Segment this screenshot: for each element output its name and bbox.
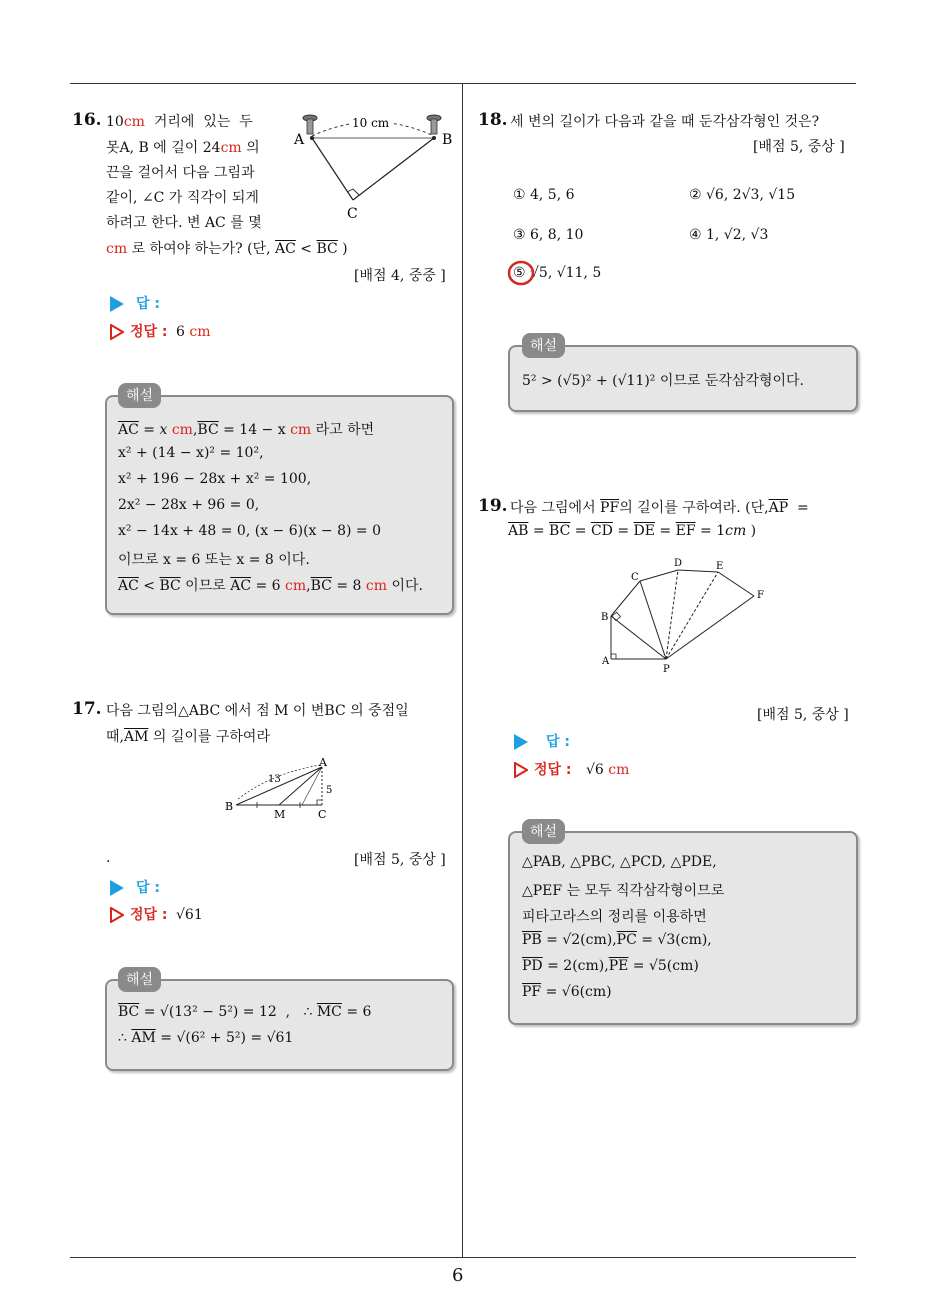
dot-mark: . <box>106 850 111 866</box>
choice-3[interactable]: ③ 6, 8, 10 <box>513 227 584 243</box>
svg-text:E: E <box>716 561 724 572</box>
explanation-line: x² + 196 − 28x + x² = 100, <box>118 471 312 487</box>
explanation-line: $\overline{PD} = 2(cm),\overline{PE} = √5(cm)$ <box>522 958 699 974</box>
question-text: cm 로 하여야 하는가? (단, $\overline{AC} < \overline{BC}$ ) <box>106 241 348 257</box>
answer-row: 답 : <box>110 877 160 897</box>
explanation-line: ∴ $\overline{AM} = √(6^2 + 5^2) = √61$ <box>118 1030 294 1046</box>
question-number: 19. <box>478 496 508 516</box>
question-text: 하려고 한다. 변 AC 를 몇 <box>106 215 262 231</box>
correct-marker-icon <box>110 324 124 340</box>
explanation-line: △PAB, △PBC, △PCD, △PDE, <box>522 854 717 870</box>
svg-text:B: B <box>601 612 609 623</box>
answer-row <box>110 293 160 313</box>
correct-answer-row: 정답 : 6 cm <box>110 321 210 341</box>
question-text: 못A, B 에 길이 24cm 의 <box>106 140 260 156</box>
svg-text:A: A <box>294 132 305 148</box>
svg-text:B: B <box>442 132 453 148</box>
spiral-triangles-figure <box>596 554 770 676</box>
explanation-box <box>105 979 454 1071</box>
explanation-tag: 해설 <box>118 383 161 408</box>
correct-marker-icon <box>514 762 528 778</box>
selected-circle-icon <box>506 259 536 287</box>
column-divider <box>462 83 463 1257</box>
choice-4[interactable]: ④ 1, √2, √3 <box>689 227 769 243</box>
choice-5[interactable]: ⑤ √5, √11, 5 <box>513 265 602 281</box>
svg-text:F: F <box>757 590 764 601</box>
explanation-line: $\overline{AC} = x$ $cm,\overline{BC} = 14 - x$ cm 라고 하면 <box>118 422 375 438</box>
question-number: 17. <box>72 699 102 719</box>
correct-value: √61 <box>175 907 203 923</box>
choice-1[interactable]: ① 4, 5, 6 <box>513 187 575 203</box>
svg-text:A: A <box>319 757 327 769</box>
page-number: 6 <box>452 1265 464 1286</box>
svg-text:5: 5 <box>326 785 333 796</box>
question-text: 다음 그림의△ABC 에서 점 M 이 변BC 의 중점일 <box>106 703 409 719</box>
correct-marker-icon <box>110 907 124 923</box>
svg-text:C: C <box>318 808 327 821</box>
explanation-line: 2x² − 28x + 96 = 0, <box>118 497 260 513</box>
explanation-line: 피타고라스의 정리를 이용하면 <box>522 909 707 925</box>
question-text: $\overline{AB} = \overline{BC} = \overline{CD} = \overline{DE} = \overline{EF} = 1cm$ ) <box>508 523 757 539</box>
score-label: [배점 5, 중상 ] <box>757 707 849 723</box>
answer-marker-icon <box>110 880 124 896</box>
svg-text:A: A <box>602 656 610 667</box>
correct-value: 6 cm <box>175 324 211 340</box>
explanation-line: △PEF 는 모두 직각삼각형이므로 <box>522 883 725 899</box>
explanation-tag: 해설 <box>522 819 565 844</box>
explanation-line: 이므로 x = 6 또는 x = 8 이다. <box>118 552 310 568</box>
bottom-rule <box>70 1257 856 1258</box>
explanation-line: $\overline{BC} = √(13^2 - 5^2) = 12$ , ∴ $\overline{MC} = 6$ <box>118 1004 372 1020</box>
answer-marker-icon <box>514 734 528 750</box>
string-triangle-figure <box>288 110 460 224</box>
explanation-line: $\overline{PF} = √6(cm)$ <box>522 984 612 1000</box>
question-number: 16. <box>72 110 102 130</box>
nail-b-icon <box>427 115 441 134</box>
question-number: 18. <box>478 110 508 130</box>
score-label: [배점 5, 중상 ] <box>753 139 845 155</box>
top-rule <box>70 83 856 84</box>
explanation-line: x² − 14x + 48 = 0, (x − 6)(x − 8) = 0 <box>118 523 381 539</box>
svg-text:M: M <box>274 808 286 821</box>
explanation-tag: 해설 <box>522 333 565 358</box>
svg-text:C: C <box>347 206 358 222</box>
nail-a-icon <box>303 115 317 134</box>
explanation-line: x² + (14 − x)² = 10², <box>118 445 264 461</box>
question-text: 때$,\overline{AM}$ 의 길이를 구하여라 <box>106 729 270 745</box>
svg-text:10 cm: 10 cm <box>352 116 390 130</box>
svg-text:13: 13 <box>268 774 281 785</box>
question-text: 끈을 걸어서 다음 그림과 <box>106 165 255 181</box>
explanation-line: 5² > (√5)² + (√11)² 이므로 둔각삼각형이다. <box>522 373 805 389</box>
answer-row: 답 : <box>514 731 570 751</box>
question-text: 다음 그림에서 $\overline{PF}$의 길이를 구하여라. (단$,\overline{AP}$ = <box>510 500 809 516</box>
triangle-abc-figure <box>222 757 342 821</box>
correct-answer-row: 정답 : √61 <box>110 904 203 924</box>
answer-label: 답 : <box>136 296 160 312</box>
choice-2[interactable]: ② √6, 2√3, √15 <box>689 187 796 203</box>
answer-marker-icon <box>110 296 124 312</box>
svg-text:C: C <box>631 572 639 583</box>
svg-text:D: D <box>674 558 683 569</box>
explanation-line: $\overline{PB} = √2(cm),\overline{PC} = √3(cm)$, <box>522 932 712 948</box>
correct-answer-row: 정답 : √6 cm <box>514 759 629 779</box>
svg-text:B: B <box>225 800 234 813</box>
question-text: 10cm 거리에 있는 두 <box>106 114 253 130</box>
explanation-tag: 해설 <box>118 967 161 992</box>
score-label: [배점 4, 중중 ] <box>354 268 446 284</box>
question-text: 같이, ∠C 가 직각이 되게 <box>106 190 259 206</box>
explanation-line: $\overline{AC} < \overline{BC}$ 이므로 $\overline{AC} = 6$ $cm,\overline{BC} = 8$ cm 이다. <box>118 578 423 594</box>
correct-value: √6 cm <box>585 762 630 778</box>
svg-text:P: P <box>663 664 670 675</box>
question-text: 세 변의 길이가 다음과 같을 때 둔각삼각형인 것은? <box>510 114 820 130</box>
score-label: [배점 5, 중상 ] <box>354 852 446 868</box>
